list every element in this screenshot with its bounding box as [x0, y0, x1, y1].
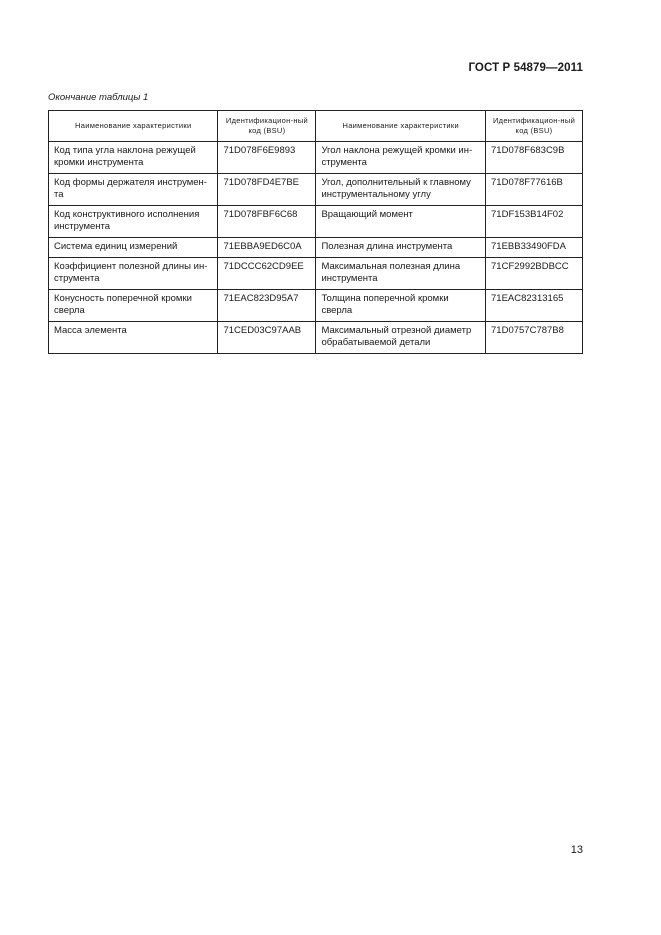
table-caption: Окончание таблицы 1 [48, 92, 149, 103]
characteristic-code: 71EAC82313165 [486, 290, 583, 322]
characteristic-code: 71D0757C787B8 [486, 322, 583, 354]
column-header-code-left: Идентификацион-ный код (BSU) [218, 111, 316, 142]
characteristic-name: Угол наклона режущей кромки ин-струмента [316, 142, 486, 174]
characteristic-code: 71EBB33490FDA [486, 238, 583, 258]
characteristics-table [48, 110, 583, 354]
document-id: ГОСТ Р 54879—2011 [468, 62, 583, 74]
characteristic-code: 71EAC823D95A7 [218, 290, 316, 322]
characteristic-code: 71DCCC62CD9EE [218, 258, 316, 290]
characteristic-name: Угол, дополнительный к главному инструментальному углу [316, 174, 486, 206]
characteristic-name: Максимальная полезная длина инструмента [316, 258, 486, 290]
characteristic-name: Максимальный отрезной диаметр обрабатываемой детали [316, 322, 486, 354]
characteristic-name: Система единиц измерений [49, 238, 218, 258]
characteristic-code: 71CF2992BDBCC [486, 258, 583, 290]
characteristic-code: 71D078F6E9893 [218, 142, 316, 174]
characteristic-name: Конусность поперечной кромки сверла [49, 290, 218, 322]
characteristic-code: 71D078FBF6C68 [218, 206, 316, 238]
table-row [49, 206, 583, 238]
characteristic-name: Масса элемента [49, 322, 218, 354]
column-header-code-right: Идентификацион-ный код (BSU) [486, 111, 583, 142]
characteristic-code: 71CED03C97AAB [218, 322, 316, 354]
characteristic-name: Код конструктивного исполнения инструмента [49, 206, 218, 238]
characteristic-name: Вращающий момент [316, 206, 486, 238]
column-header-name-left: Наименование характеристики [49, 111, 218, 142]
table-row [49, 142, 583, 174]
column-header-name-right: Наименование характеристики [316, 111, 486, 142]
table-row [49, 322, 583, 354]
characteristic-name: Код типа угла наклона режущей кромки инструмента [49, 142, 218, 174]
characteristic-name: Полезная длина инструмента [316, 238, 486, 258]
table-row [49, 290, 583, 322]
characteristic-code: 71DF153B14F02 [486, 206, 583, 238]
characteristic-code: 71EBBA9ED6C0A [218, 238, 316, 258]
characteristic-name: Толщина поперечной кромки сверла [316, 290, 486, 322]
table-row [49, 174, 583, 206]
characteristic-code: 71D078FD4E7BE [218, 174, 316, 206]
page-number: 13 [570, 844, 583, 856]
characteristic-code: 71D078F683C9B [486, 142, 583, 174]
characteristic-name: Код формы держателя инструмен-та [49, 174, 218, 206]
table-row [49, 258, 583, 290]
characteristic-code: 71D078F77616B [486, 174, 583, 206]
table-header-row [49, 111, 583, 142]
characteristic-name: Коэффициент полезной длины ин-струмента [49, 258, 218, 290]
table-row [49, 238, 583, 258]
